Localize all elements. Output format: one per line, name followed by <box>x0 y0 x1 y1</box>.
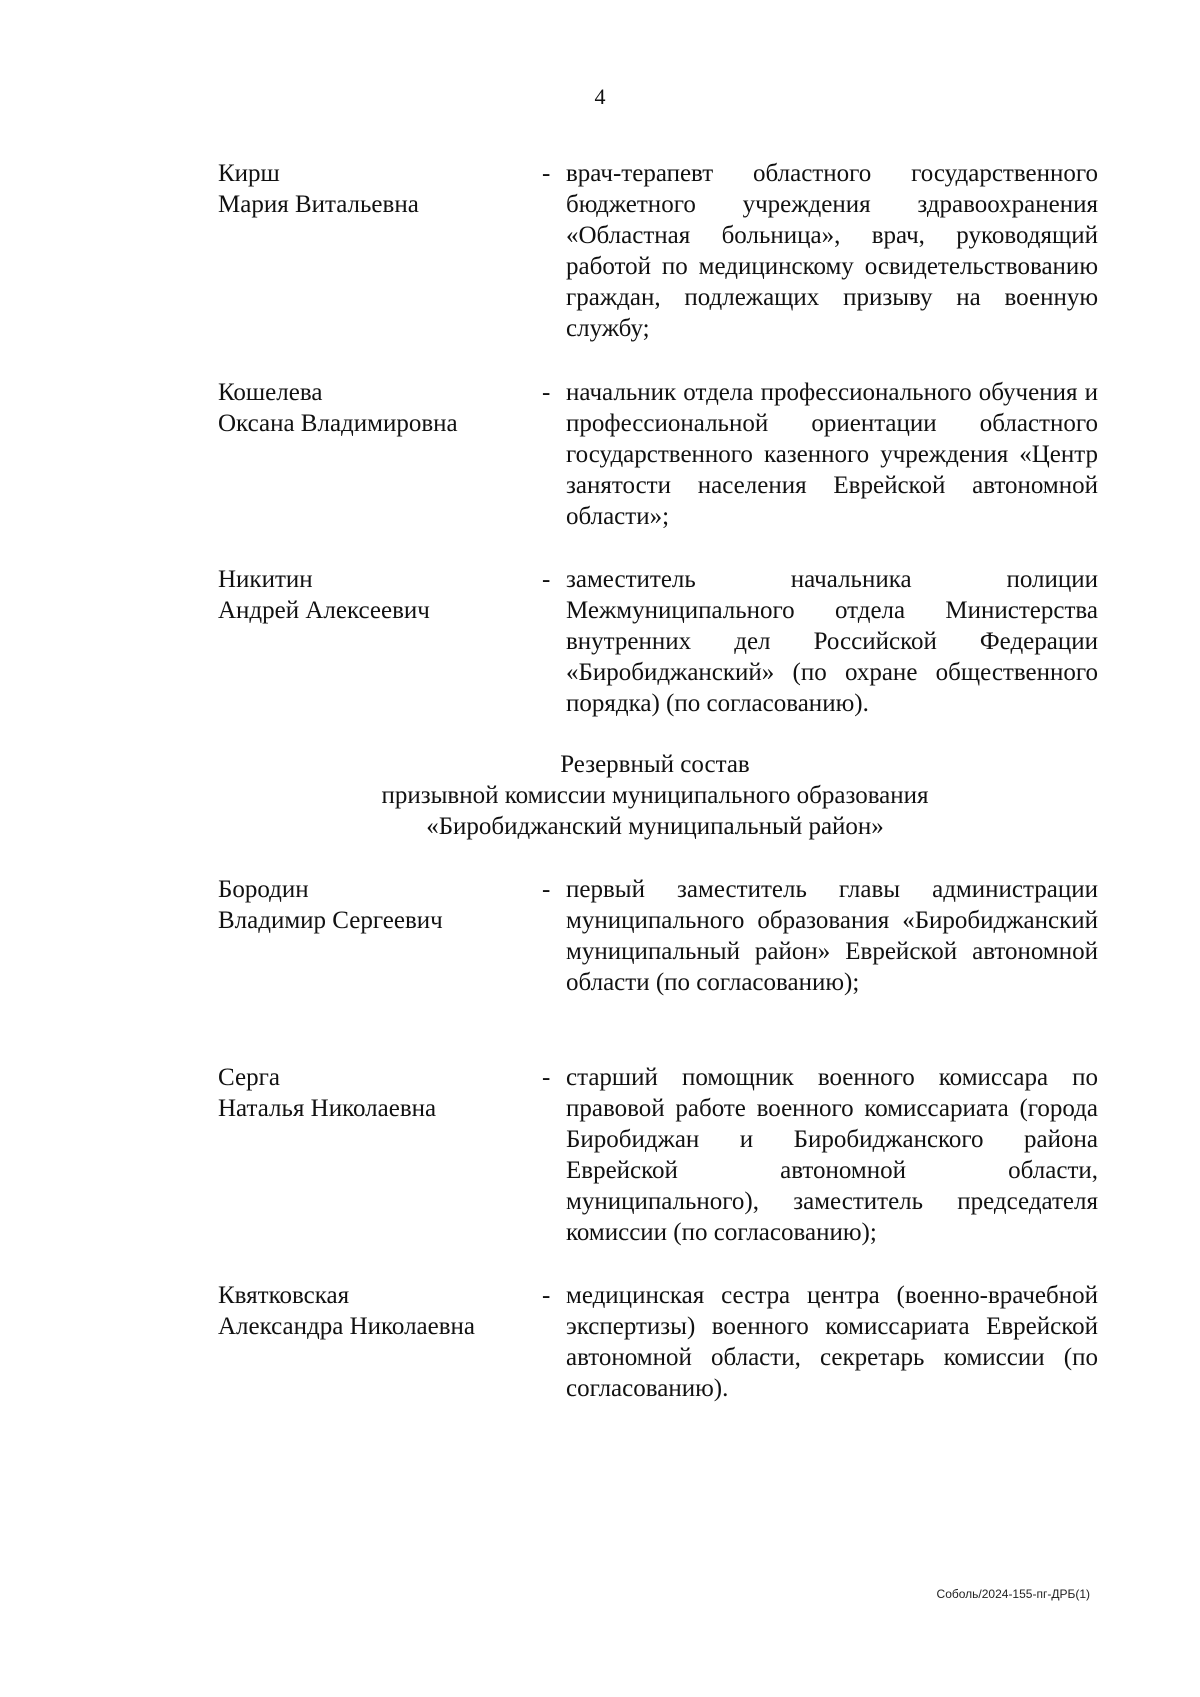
member-name <box>218 874 538 936</box>
reserve-heading-line: «Биробиджанский муниципальный район» <box>426 813 884 840</box>
member-surname: Кирш <box>218 160 280 187</box>
member-name <box>218 564 538 626</box>
member-name <box>218 1280 538 1342</box>
member-position: первый заместитель главы администрации муниципального образования «Биробиджанский муниципальный район» Еврейской автономной области (по согласованию); <box>566 876 1098 996</box>
member-given-names: Оксана Владимировна <box>218 410 458 437</box>
member-name <box>218 1062 538 1124</box>
reserve-section-heading <box>0 749 1200 842</box>
entry-dash: - <box>542 566 551 593</box>
member-position: врач-терапевт областного государственного бюджетного учреждения здравоохранения «Областная больница», врач, руководящий работой по медицинскому освидетельствованию граждан, подлежащих призыву на военную службу; <box>566 160 1098 342</box>
reserve-heading-line: призывной комиссии муниципального образования <box>381 782 929 809</box>
entry-dash: - <box>542 160 551 187</box>
member-given-names: Александра Николаевна <box>218 1313 476 1340</box>
member-surname: Квятковская <box>218 1282 350 1309</box>
member-position: начальник отдела профессионального обучения и профессиональной ориентации областного государственного казенного учреждения «Центр занятости населения Еврейской автономной области»; <box>566 379 1098 530</box>
member-given-names: Наталья Николаевна <box>218 1095 437 1122</box>
member-given-names: Мария Витальевна <box>218 191 419 218</box>
member-given-names: Андрей Алексеевич <box>218 597 430 624</box>
document-code: Соболь/2024-155-пг-ДРБ(1) <box>936 1587 1090 1601</box>
entry-dash: - <box>542 1064 551 1091</box>
page-number: 4 <box>594 84 606 109</box>
member-name <box>218 158 538 220</box>
member-surname: Бородин <box>218 876 309 903</box>
member-position: заместитель начальника полиции Межмуниципального отдела Министерства внутренних дел Российской Федерации «Биробиджанский» (по охране общественного порядка) (по согласованию). <box>566 566 1098 717</box>
member-position: медицинская сестра центра (военно-врачебной экспертизы) военного комиссариата Еврейской автономной области, секретарь комиссии (по согласованию). <box>566 1282 1098 1402</box>
member-surname: Кошелева <box>218 379 323 406</box>
entry-dash: - <box>542 1282 551 1309</box>
reserve-heading-line: Резервный состав <box>560 751 750 778</box>
member-given-names: Владимир Сергеевич <box>218 907 443 934</box>
member-surname: Никитин <box>218 566 313 593</box>
member-name <box>218 377 538 439</box>
member-position: старший помощник военного комиссара по правовой работе военного комиссариата (города Биробиджан и Биробиджанского района Еврейской автономной области, муниципального), заместитель председателя комиссии (по согласованию); <box>566 1064 1098 1246</box>
entry-dash: - <box>542 876 551 903</box>
entry-dash: - <box>542 379 551 406</box>
member-surname: Серга <box>218 1064 280 1091</box>
